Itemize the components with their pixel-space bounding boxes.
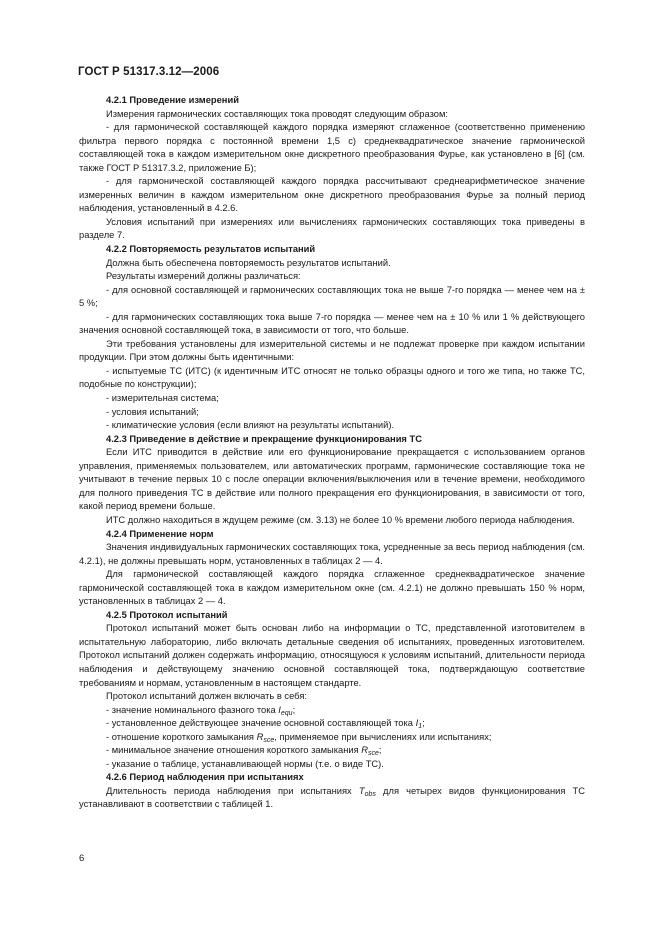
paragraph: - для гармонических составляющих тока выше 7-го порядка — менее чем на ± 10 % или 1 % действующего значения основной составляющей тока, в зависимости от того, что больше. (79, 311, 585, 336)
list-item: - установленное действующее значение основной составляющей тока $I_1$; (106, 718, 425, 731)
paragraph: - для гармонической составляющей каждого порядка рассчитывают среднеарифметическое значение измеренных величин в каждом измерительном окне дискретного преобразования Фурье за полный период наблюдения, установленный в 4.2.6. (79, 176, 585, 214)
list-item: - значение номинального фазного тока $I_{equ}$; (106, 704, 296, 717)
document-header: ГОСТ Р 51317.3.12—2006 (78, 66, 220, 78)
paragraph: ИТС должно находиться в ждущем режиме (см. 3.13) не более 10 % времени любого периода наблюдения. (106, 514, 575, 525)
paragraph: - испытуемые ТС (ИТС) (к идентичным ИТС относят не только образцы одного и того же типа, но также ТС, подобные по конструкции); (79, 365, 585, 390)
list-item: - минимальное значение отношения короткого замыкания $R_{sce}$; (106, 745, 382, 758)
section-heading: 4.2.2 Повторяемость результатов испытаний (106, 244, 316, 255)
section-heading: 4.2.5 Протокол испытаний (106, 609, 228, 620)
paragraph: Условия испытаний при измерениях или вычислениях гармонических составляющих тока приведены в разделе 7. (79, 216, 585, 241)
paragraph: Должна быть обеспечена повторяемость результатов испытаний. (106, 257, 391, 268)
paragraph: - измерительная система; (106, 393, 219, 404)
section-heading: 4.2.3 Приведение в действие и прекращение функционирования ТС (106, 433, 422, 444)
section-heading: 4.2.4 Применение норм (106, 528, 214, 539)
paragraph: Для гармонической составляющей каждого порядка сглаженное среднеквадратическое значение гармонической составляющей тока в каждом измерительном окне (см. 4.2.1) не должно превышать 150 % норм, установленных в таблицах 2 — 4. (79, 569, 585, 607)
list-item: - указание о таблице, устанавливающей нормы (т.е. о виде ТС). (106, 758, 384, 769)
section-heading: 4.2.1 Проведение измерений (106, 95, 239, 105)
paragraph: - условия испытаний; (106, 406, 199, 417)
paragraph: Результаты измерений должны различаться: (106, 271, 301, 282)
section-heading: 4.2.6 Период наблюдения при испытаниях (106, 772, 304, 783)
paragraph: Протокол испытаний должен включать в себя: (106, 691, 307, 702)
document-body (79, 94, 585, 812)
list-item: - отношение короткого замыкания $R_{sce}$, применяемое при вычислениях или испытаниях; (106, 731, 492, 744)
paragraph: - для основной составляющей и гармонических составляющих тока не выше 7-го порядка — менее чем на ± 5 %; (79, 284, 585, 309)
paragraph-list (79, 94, 585, 704)
paragraph: - климатические условия (если влияют на результаты испытаний). (106, 420, 395, 431)
paragraph: Значения индивидуальных гармонических составляющих тока, усредненные за весь период наблюдения (см. 4.2.1), не должны превышать норм, установленных в таблицах 2 — 4. (79, 542, 585, 566)
paragraph: Длительность периода наблюдения при испытаниях $T_{obs}$ для четырех видов функционирования ТС устанавливают в соответствии с таблицей 1. (79, 785, 585, 810)
page-number: 6 (79, 853, 85, 864)
paragraph: - для гармонической составляющей каждого порядка измеряют сглаженное (соответственно применению фильтра первого порядка с постоянной времени 1,5 с) среднеквадратическое значение гармонической составляющей тока в каждом измерительном окне дискретного преобразования Фурье, как установлено в [6] (см. также ГОСТ Р 51317.3.2, приложение Б); (79, 122, 585, 173)
paragraph: Измерения гармонических составляющих тока проводят следующим образом: (106, 108, 448, 119)
paragraph: Протокол испытаний может быть основан либо на информации о ТС, представленной изготовителем в испытательную лабораторию, либо включать детальные сведения об испытаниях, проведенных изготовителем. Протокол испытаний должен содержать информацию, относящуюся к условиям испытаний, длительности периода наблюдения и действующему значению основной составляющей тока, подтверждающую соответствие требованиям и нормам, установленным в настоящем стандарте. (79, 623, 585, 688)
paragraph: Если ИТС приводится в действие или его функционирование прекращается с использованием органов управления, применяемых пользователем, или автоматических программ, гармонические составляющие тока не учитывают в течение первых 10 с после операции включения/выключения или в течение времени, необходимого для полного приведения ТС в действие или полного прекращения его функционирования, в зависимости от того, какой период времени больше. (79, 447, 585, 512)
paragraph: Эти требования установлены для измерительной системы и не подлежат проверке при каждом испытании продукции. При этом должны быть идентичными: (79, 338, 585, 363)
